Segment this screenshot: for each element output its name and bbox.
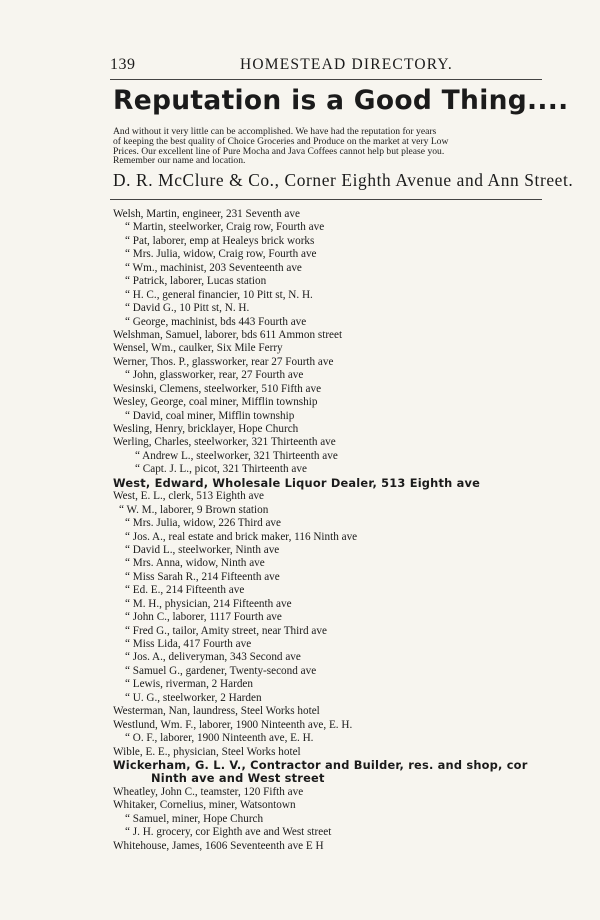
directory-entry: Wensel, Wm., caulker, Six Mile Ferry <box>113 342 283 355</box>
advertisement-footer: D. R. McClure & Co., Corner Eighth Avenue and Ann Street. <box>113 170 574 190</box>
directory-entries <box>113 208 573 853</box>
directory-entry: “ Miss Sarah R., 214 Fifteenth ave <box>125 570 280 583</box>
directory-entry: “ John C., laborer, 1117 Fourth ave <box>125 611 282 624</box>
directory-entry: “ Samuel, miner, Hope Church <box>125 812 264 825</box>
advertisement-line: of keeping the best quality of Choice Groceries and Produce on the market at very Low <box>113 135 449 147</box>
directory-entry: “ Mrs. Julia, widow, 226 Third ave <box>125 517 281 530</box>
directory-entry: “ Mrs. Julia, widow, Craig row, Fourth ave <box>125 248 317 261</box>
directory-entry: “ David L., steelworker, Ninth ave <box>125 543 280 556</box>
directory-entry-advertisement: West, Edward, Wholesale Liquor Dealer, 513 Eighth ave <box>113 475 481 490</box>
directory-entry: West, E. L., clerk, 513 Eighth ave <box>113 490 265 503</box>
advertisement-line: Prices. Our excellent line of Pure Mocha and Java Coffees cannot help but please you. <box>113 145 445 157</box>
page-header <box>110 56 540 78</box>
directory-entry: “ O. F., laborer, 1900 Ninteenth ave, E. H. <box>125 732 314 745</box>
directory-entry: Werner, Thos. P., glassworker, rear 27 Fourth ave <box>113 355 334 368</box>
directory-entry: “ George, machinist, bds 443 Fourth ave <box>125 315 307 328</box>
header-rule <box>110 79 542 80</box>
directory-entry: “ Mrs. Anna, widow, Ninth ave <box>125 557 265 570</box>
directory-entry: “ Wm., machinist, 203 Seventeenth ave <box>125 261 302 274</box>
directory-entry: Westerman, Nan, laundress, Steel Works hotel <box>113 705 320 718</box>
directory-entry: “ David, coal miner, Mifflin township <box>125 409 295 422</box>
advertisement-line: Remember our name and location. <box>113 155 246 167</box>
advertisement-body <box>113 127 553 166</box>
directory-entry-advertisement: Ninth ave and West street <box>151 771 325 786</box>
directory-entry: “ Miss Lida, 417 Fourth ave <box>125 638 252 650</box>
directory-entry: “ David G., 10 Pitt st, N. H. <box>125 302 250 315</box>
directory-entry: “ John, glassworker, rear, 27 Fourth ave <box>125 369 304 382</box>
directory-entry: “ Lewis, riverman, 2 Harden <box>125 678 253 691</box>
directory-entry: Whitaker, Cornelius, miner, Watsontown <box>113 799 296 812</box>
directory-entry: “ H. C., general financier, 10 Pitt st, N. H. <box>125 288 313 301</box>
directory-entry: “ Fred G., tailor, Amity street, near Third ave <box>125 624 327 637</box>
directory-entry: Werling, Charles, steelworker, 321 Thirteenth ave <box>113 436 336 449</box>
page-number: 139 <box>110 56 136 73</box>
directory-entry: “ J. H. grocery, cor Eighth ave and West street <box>125 826 332 839</box>
directory-entry: Wible, E. E., physician, Steel Works hotel <box>113 745 301 758</box>
directory-entry: “ Jos. A., real estate and brick maker, 116 Ninth ave <box>125 530 358 543</box>
directory-entry: Wesling, Henry, bricklayer, Hope Church <box>113 423 299 435</box>
directory-entry: Wesinski, Clemens, steelworker, 510 Fifth ave <box>113 382 322 395</box>
directory-entry: “ Martin, steelworker, Craig row, Fourth ave <box>125 221 325 234</box>
directory-entry: “ Andrew L., steelworker, 321 Thirteenth ave <box>135 449 338 462</box>
running-head: HOMESTEAD DIRECTORY. <box>240 56 453 73</box>
directory-entry: “ Capt. J. L., picot, 321 Thirteenth ave <box>135 463 307 476</box>
directory-entry-advertisement: Wickerham, G. L. V., Contractor and Builder, res. and shop, cor <box>113 757 528 772</box>
directory-entry: “ U. G., steelworker, 2 Harden <box>125 691 262 704</box>
section-rule <box>110 199 542 200</box>
directory-entry: Wesley, George, coal miner, Mifflin township <box>113 396 318 409</box>
directory-entry: Whitehouse, James, 1606 Seventeenth ave E H <box>113 839 324 852</box>
advertisement-title: Reputation is a Good Thing.... <box>113 85 569 116</box>
directory-entry: Welshman, Samuel, laborer, bds 611 Ammon street <box>113 328 343 341</box>
directory-entry: “ M. H., physician, 214 Fifteenth ave <box>125 597 292 610</box>
directory-entry: Welsh, Martin, engineer, 231 Seventh ave <box>113 208 300 220</box>
directory-entry: “ Ed. E., 214 Fifteenth ave <box>125 584 245 597</box>
directory-entry: “ W. M., laborer, 9 Brown station <box>119 503 269 516</box>
directory-entry: Westlund, Wm. F., laborer, 1900 Ninteenth ave, E. H. <box>113 718 353 731</box>
advertisement-line: And without it very little can be accomplished. We have had the reputation for years <box>113 126 437 137</box>
directory-entry: Wheatley, John C., teamster, 120 Fifth ave <box>113 785 304 798</box>
directory-entry: “ Jos. A., deliveryman, 343 Second ave <box>125 651 301 664</box>
directory-entry: “ Pat, laborer, emp at Healeys brick works <box>125 234 315 247</box>
directory-entry: “ Patrick, laborer, Lucas station <box>125 275 267 288</box>
directory-entry: “ Samuel G., gardener, Twenty-second ave <box>125 664 317 677</box>
